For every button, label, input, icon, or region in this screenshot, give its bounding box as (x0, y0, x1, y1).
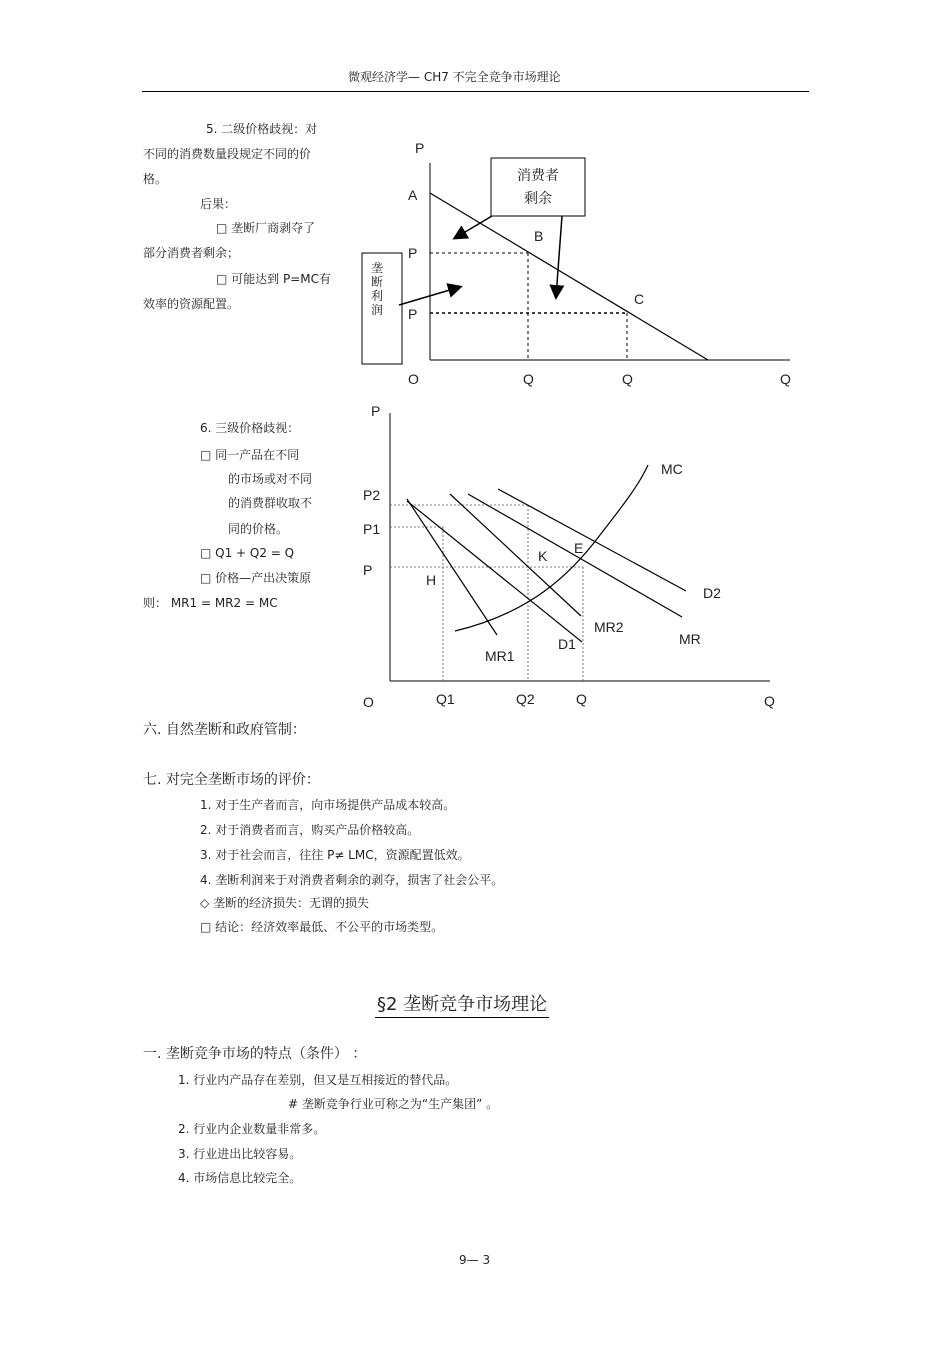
fig1-profit-char-3: 利 (370, 289, 384, 303)
fig1-consumer-surplus-1: 消费者 (517, 168, 559, 184)
fig1-profit-char-4: 润 (370, 303, 384, 317)
fig1-consumer-surplus-2: 剩余 (524, 191, 552, 207)
features-title: 一. 垄断竞争市场的特点（条件） ： (143, 1046, 367, 1062)
section7-item-1: 1. 对于生产者而言，向市场提供产品成本较高。 (200, 798, 456, 812)
section7-item-3: 3. 对于社会而言，往往 P≠ LMC，资源配置低效。 (200, 848, 470, 862)
third-degree-item1-1: □ 同一产品在不同 (200, 448, 300, 462)
third-degree-item2: □ Q1 + Q2 = Q (200, 546, 295, 560)
third-degree-item3-cont: 则： MR1 = MR2 = MC (143, 596, 278, 610)
second-degree-item1-1: □ 垄断厂商剥夺了 (216, 221, 316, 235)
fig2-mc-curve (455, 465, 648, 631)
second-degree-item2-1: □ 可能达到 P=MC有 (216, 272, 331, 286)
third-degree-title: 6. 三级价格歧视： (200, 421, 300, 435)
section7-item-5: ◇ 垄断的经济损失：无谓的损失 (200, 896, 370, 910)
fig2-label-mc: MC (661, 461, 683, 477)
third-degree-item1-4: 同的价格。 (228, 522, 289, 536)
fig2-label-d1: D1 (558, 636, 576, 652)
fig1-profit-char-1: 垄 (370, 261, 384, 275)
section7-item-2: 2. 对于消费者而言，购买产品价格较高。 (200, 823, 420, 837)
fig1-label-b: B (534, 228, 544, 244)
fig2-label-q2: Q2 (516, 691, 535, 707)
fig1-origin: O (408, 371, 419, 387)
fig2-label-mr: MR (679, 631, 701, 647)
section7-title: 七. 对完全垄断市场的评价： (143, 772, 320, 788)
fig1-arrow-down (556, 216, 562, 297)
features-item-4: 4. 市场信息比较完全。 (178, 1171, 302, 1185)
second-degree-item1-2: 部分消费者剩余； (143, 246, 240, 260)
fig2-label-d2: D2 (703, 585, 721, 601)
section-2-heading: §2 垄断竞争市场理论 (375, 990, 549, 1018)
features-item-3: 3. 行业进出比较容易。 (178, 1147, 302, 1161)
fig1-label-p-high: P (408, 245, 418, 261)
fig2-label-mr2: MR2 (594, 619, 624, 635)
fig1-label-c: C (634, 291, 645, 307)
section7-item-4: 4. 垄断利润来于对消费者剩余的剥夺，损害了社会公平。 (200, 873, 504, 887)
fig2-label-p2: P2 (363, 487, 381, 503)
fig2-label-k: K (538, 548, 548, 564)
second-degree-item2-2: 效率的资源配置。 (143, 297, 240, 311)
page-header-title: 微观经济学— CH7 不完全竞争市场理论 (348, 70, 561, 84)
figure-second-degree (0, 0, 950, 400)
section7-item-6: □ 结论：经济效率最低、不公平的市场类型。 (200, 920, 444, 934)
features-item-2: 2. 行业内企业数量非常多。 (178, 1122, 326, 1136)
fig1-label-p-low: P (408, 306, 418, 322)
fig2-label-q1: Q1 (436, 691, 455, 707)
fig2-label-q: Q (576, 691, 587, 707)
fig1-label-a: A (408, 187, 418, 203)
third-degree-item1-2: 的市场或对不同 (228, 472, 313, 486)
fig1-consumer-surplus-box (491, 158, 585, 216)
second-degree-consequence: 后果： (200, 197, 237, 211)
fig2-label-e: E (574, 540, 584, 556)
fig1-demand-line (430, 193, 708, 360)
fig1-profit-char-2: 断 (370, 275, 384, 289)
fig2-axis-q: Q (764, 693, 775, 709)
third-degree-item3: □ 价格—产出决策原 (200, 571, 312, 585)
page-number: 9— 3 (459, 1253, 491, 1267)
section6-title: 六. 自然垄断和政府管制： (143, 722, 306, 738)
second-degree-title-3: 格。 (143, 172, 168, 186)
fig1-axis-q: Q (780, 371, 791, 387)
fig1-axis-p: P (415, 140, 425, 156)
fig2-label-p1: P1 (363, 521, 381, 537)
fig2-label-p: P (363, 562, 373, 578)
third-degree-item1-3: 的消费群收取不 (228, 496, 313, 510)
second-degree-title-2: 不同的消费数量段规定不同的价 (143, 147, 312, 161)
fig2-label-h: H (426, 572, 437, 588)
fig2-d2-line (498, 489, 686, 591)
second-degree-title-1: 5. 二级价格歧视：对 (206, 122, 318, 136)
fig1-label-q2: Q (622, 371, 633, 387)
fig2-label-mr1: MR1 (485, 648, 515, 664)
fig2-origin: O (363, 694, 374, 710)
features-note: # 垄断竞争行业可称之为“生产集团” 。 (288, 1097, 499, 1111)
fig2-axis-p: P (371, 403, 381, 419)
features-item-1: 1. 行业内产品存在差别，但又是互相接近的替代品。 (178, 1073, 458, 1087)
fig2-mr2-line (450, 494, 584, 616)
figure-third-degree (0, 395, 950, 715)
fig1-label-q1: Q (523, 371, 534, 387)
